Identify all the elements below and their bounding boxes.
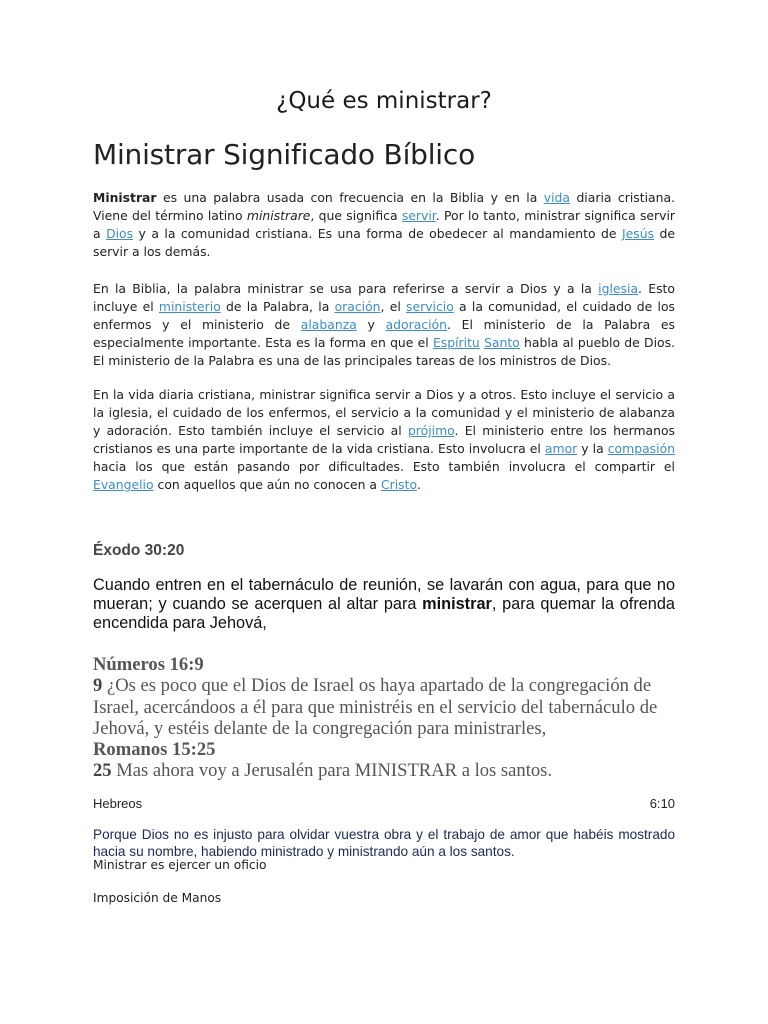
footer-line: Imposición de Manos — [93, 891, 222, 905]
verse-text-numeros — [93, 675, 657, 739]
text-run: , el — [380, 299, 407, 314]
link-espiritu[interactable]: Espíritu — [432, 335, 480, 350]
text-run: es una palabra usada con frecuencia en la Biblia y en la — [156, 190, 544, 205]
text-run: Cuando entren en el tabernáculo de reunión, se lavarán con agua, para que no mueran; y cuando se acerquen al altar para — [93, 576, 675, 613]
text-run: diaria cristiana. Viene del término latino — [93, 190, 675, 223]
italic-term: ministrare — [246, 208, 311, 223]
link-evangelio[interactable]: Evangelio — [93, 477, 154, 492]
verse-text-hebreos: Porque Dios no es injusto para olvidar vuestra obra y el trabajo de amor que habéis mostrado hacia su nombre, habiendo ministrado y ministrando aún a los santos. — [93, 827, 675, 859]
text-run: y — [356, 317, 386, 332]
text-run: , para quemar la ofrenda encendida para Jehová, — [93, 595, 675, 632]
paragraph-vida-diaria — [93, 386, 675, 494]
text-run: . Esto incluye el — [93, 281, 675, 314]
text-run: . — [416, 477, 421, 492]
link-amor[interactable]: amor — [544, 441, 578, 456]
text-run: de servir a los demás. — [93, 226, 675, 259]
text-run: Mas ahora voy a Jerusalén para MINISTRAR a los santos. — [111, 760, 553, 782]
text-run: y la — [577, 441, 608, 456]
chapter-verse: 6:10 — [649, 796, 675, 811]
text-run: hacia los que están pasando por dificultades. Esto también involucra el compartir el — [93, 459, 675, 474]
book-name: Hebreos — [93, 796, 143, 811]
footer-line: Ministrar es ejercer un oficio — [93, 858, 267, 872]
link-cristo[interactable]: Cristo — [380, 477, 417, 492]
link-vida[interactable]: vida — [543, 190, 570, 205]
text-run: . Por lo tanto, ministrar significa servir a — [93, 208, 675, 241]
text-run: ¿Os es poco que el Dios de Israel os haya apartado de la congregación de Israel, acercándoos a él para que ministréis en el servicio del tabernáculo de Jehová, y estéis delante de la congregación para ministrarles, — [93, 675, 658, 739]
link-alabanza[interactable]: alabanza — [300, 317, 357, 332]
text-run: y a la comunidad cristiana. Es una forma de obedecer al mandamiento de — [133, 226, 622, 241]
link-iglesia[interactable]: iglesia — [598, 281, 639, 296]
link-compasion[interactable]: compasión — [607, 441, 676, 456]
verse-number: 9 — [93, 675, 103, 697]
verse-reference-exodo: Éxodo 30:20 — [93, 542, 185, 559]
verse-text-romanos — [93, 760, 552, 781]
link-oracion[interactable]: oración — [334, 299, 381, 314]
text-run: a la comunidad, el cuidado de los enfermos y el ministerio de — [93, 299, 676, 332]
text-run: de la Palabra, la — [220, 299, 335, 314]
text-run: En la vida diaria cristiana, ministrar significa servir a Dios y a otros. Esto incluye el servicio a la iglesia, el cuidado de los enfermos, el servicio a la comunidad y el ministerio de alabanza y adoración. Esto también incluye el servicio al — [93, 387, 675, 438]
paragraph-biblia — [93, 280, 675, 370]
text-run: . El ministerio de la Palabra es especialmente importante. Esta es la forma en que el — [93, 317, 676, 350]
verse-reference-numeros: Números 16:9 — [93, 654, 204, 675]
verse-number: 25 — [93, 760, 112, 782]
text-run: con aquellos que aún no conocen a — [153, 477, 381, 492]
link-ministerio[interactable]: ministerio — [158, 299, 221, 314]
link-projimo[interactable]: prójimo — [407, 423, 455, 438]
verse-text-exodo — [93, 576, 675, 633]
link-servicio[interactable]: servicio — [406, 299, 454, 314]
text-run: , que significa — [310, 208, 402, 223]
bold-term: ministrar — [422, 595, 492, 613]
bold-term: Ministrar — [93, 190, 157, 205]
link-adoracion[interactable]: adoración — [385, 317, 447, 332]
link-servir[interactable]: servir — [401, 208, 436, 223]
text-run: En la Biblia, la palabra ministrar se usa para referirse a servir a Dios y a la — [93, 281, 599, 296]
paragraph-definition — [93, 189, 675, 261]
section-heading: Ministrar Significado Bíblico — [93, 138, 476, 171]
verse-reference-romanos: Romanos 15:25 — [93, 739, 216, 761]
link-jesus[interactable]: Jesús — [622, 226, 655, 241]
page-title: ¿Qué es ministrar? — [276, 88, 492, 114]
link-dios[interactable]: Dios — [106, 226, 134, 241]
verse-reference-hebreos — [93, 796, 675, 811]
link-santo[interactable]: Santo — [484, 335, 520, 350]
text-run: habla al pueblo de Dios. El ministerio de la Palabra es una de las principales tareas de los ministros de Dios. — [93, 335, 675, 368]
text-run: . El ministerio entre los hermanos cristianos es una parte importante de la vida cristiana. Esto involucra el — [93, 423, 675, 456]
verse-block-serif — [93, 654, 683, 782]
